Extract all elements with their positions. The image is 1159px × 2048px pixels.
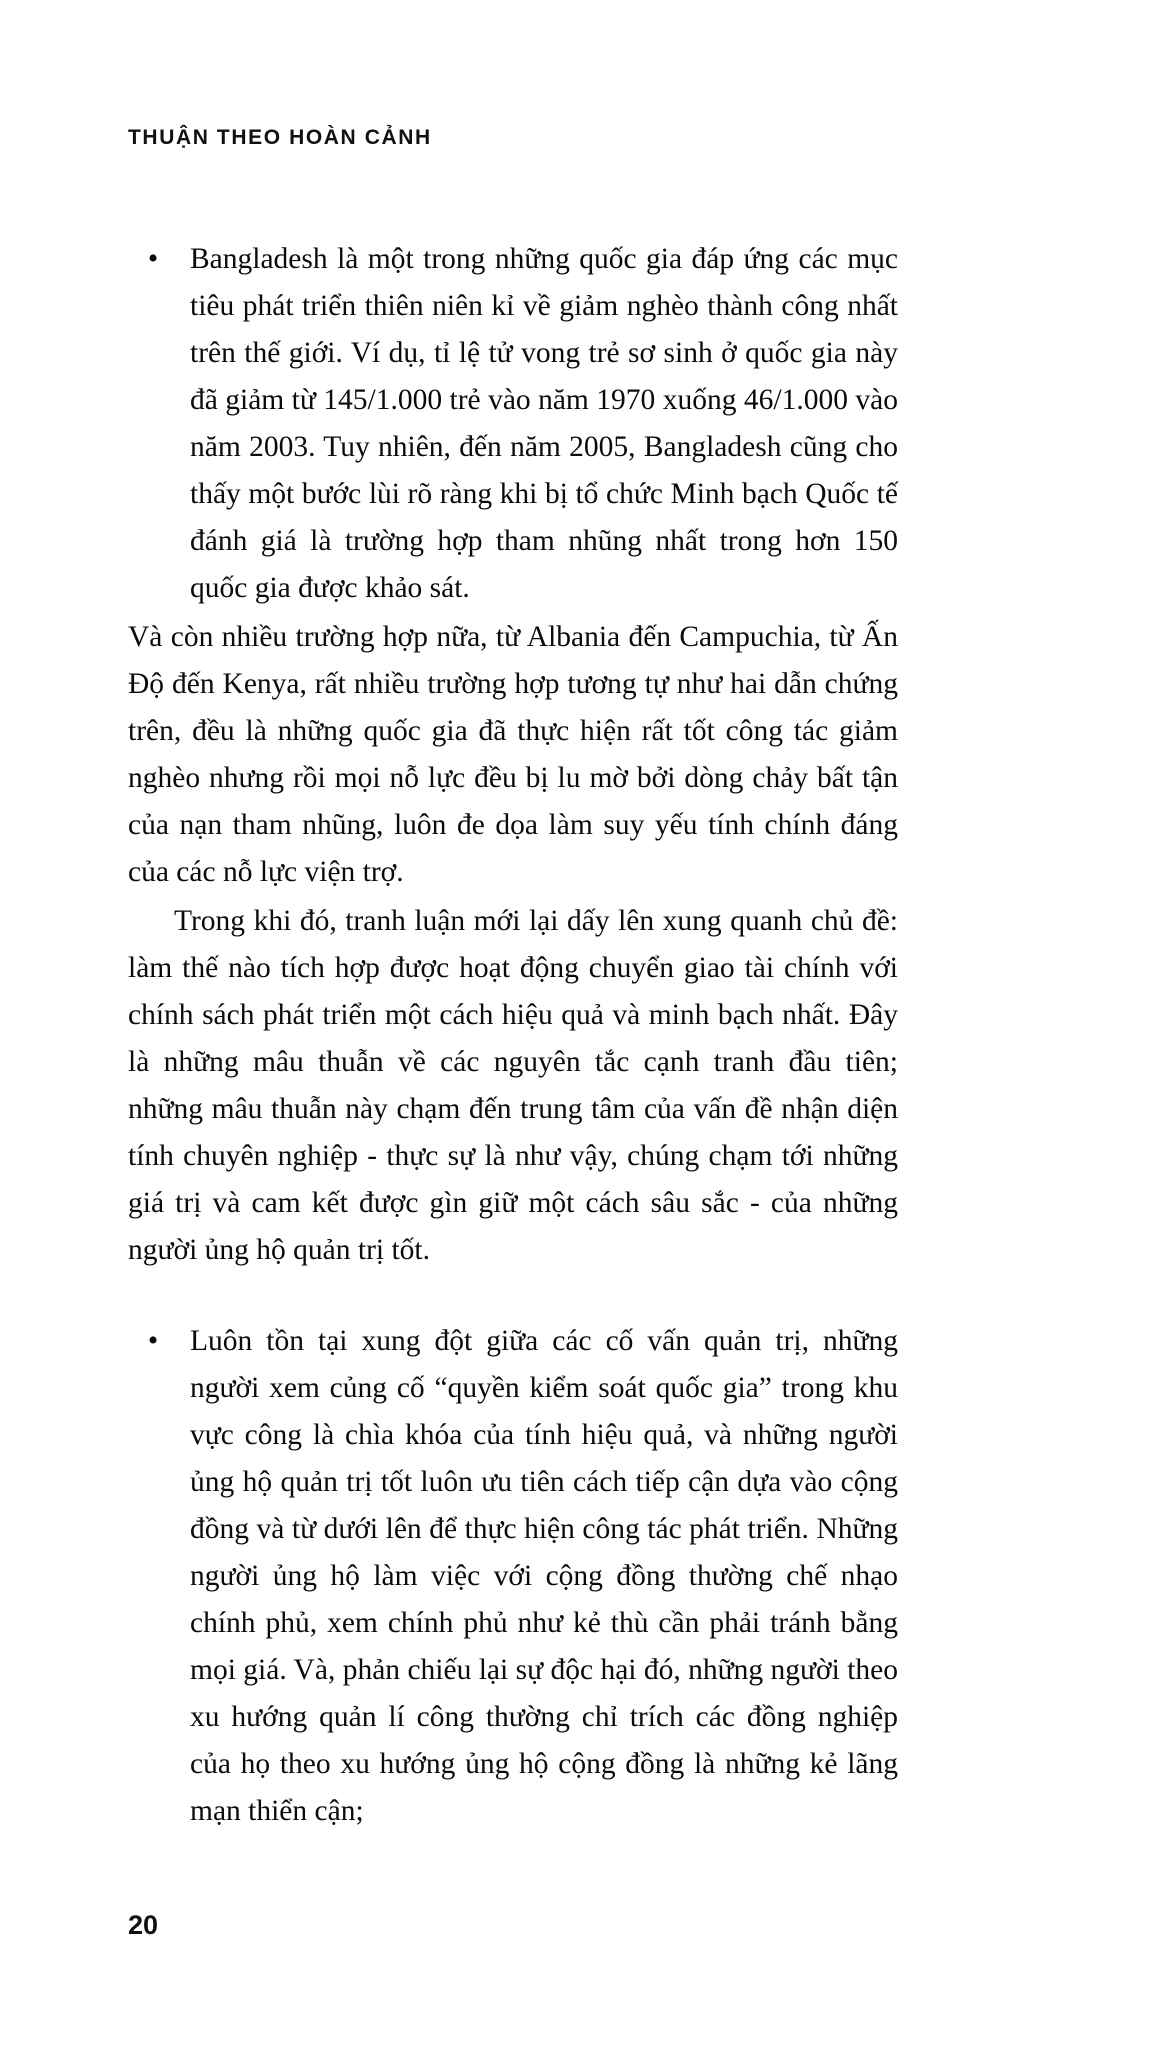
paragraph-debate: Trong khi đó, tranh luận mới lại dấy lên xung quanh chủ đề: làm thế nào tích hợp được hoạt động chuyển giao tài chính với chính sách phát triển một cách hiệu quả và minh bạch nhất. Đây là những mâu thuẫn về các nguyên tắc cạnh tranh đầu tiên; những mâu thuẫn này chạm đến trung tâm của vấn đề nhận diện tính chuyên nghiệp - thực sự là như vậy, chúng chạm tới những giá trị và cam kết được gìn giữ một cách sâu sắc - của những người ủng hộ quản trị tốt. [128, 905, 898, 1266]
bullet-item-conflict [128, 1318, 898, 1835]
paragraph-bangladesh: Bangladesh là một trong những quốc gia đáp ứng các mục tiêu phát triển thiên niên kỉ về giảm nghèo thành công nhất trên thế giới. Ví dụ, tỉ lệ tử vong trẻ sơ sinh ở quốc gia này đã giảm từ 145/1.000 trẻ vào năm 1970 xuống 46/1.000 vào năm 2003. Tuy nhiên, đến năm 2005, Bangladesh cũng cho thấy một bước lùi rõ ràng khi bị tổ chức Minh bạch Quốc tế đánh giá là trường hợp tham nhũng nhất trong hơn 150 quốc gia được khảo sát. [190, 243, 898, 604]
paragraph-other-cases: Và còn nhiều trường hợp nữa, từ Albania đến Campuchia, từ Ấn Độ đến Kenya, rất nhiều trường hợp tương tự như hai dẫn chứng trên, đều là những quốc gia đã thực hiện rất tốt công tác giảm nghèo nhưng rồi mọi nỗ lực đều bị lu mờ bởi dòng chảy bất tận của nạn tham nhũng, luôn đe dọa làm suy yếu tính chính đáng của các nỗ lực viện trợ. [128, 621, 898, 888]
paragraph-conflict: Luôn tồn tại xung đột giữa các cố vấn quản trị, những người xem củng cố “quyền kiểm soát quốc gia” trong khu vực công là chìa khóa của tính hiệu quả, và những người ủng hộ quản trị tốt luôn ưu tiên cách tiếp cận dựa vào cộng đồng và từ dưới lên để thực hiện công tác phát triển. Những người ủng hộ làm việc với cộng đồng thường chế nhạo chính phủ, xem chính phủ như kẻ thù cần phải tránh bằng mọi giá. Và, phản chiếu lại sự độc hại đó, những người theo xu hướng quản lí công thường chỉ trích các đồng nghiệp của họ theo xu hướng ủng hộ cộng đồng là những kẻ lãng mạn thiển cận; [190, 1325, 898, 1827]
bullet-point-icon: • [147, 1325, 159, 1357]
page-number: 20 [128, 1910, 159, 1940]
bullet-item-bangladesh [128, 236, 898, 612]
bullet-point-icon: • [147, 243, 159, 275]
running-header: THUẬN THEO HOÀN CẢNH [128, 126, 432, 149]
spacer [128, 1274, 898, 1318]
body-text-column [128, 236, 898, 1835]
